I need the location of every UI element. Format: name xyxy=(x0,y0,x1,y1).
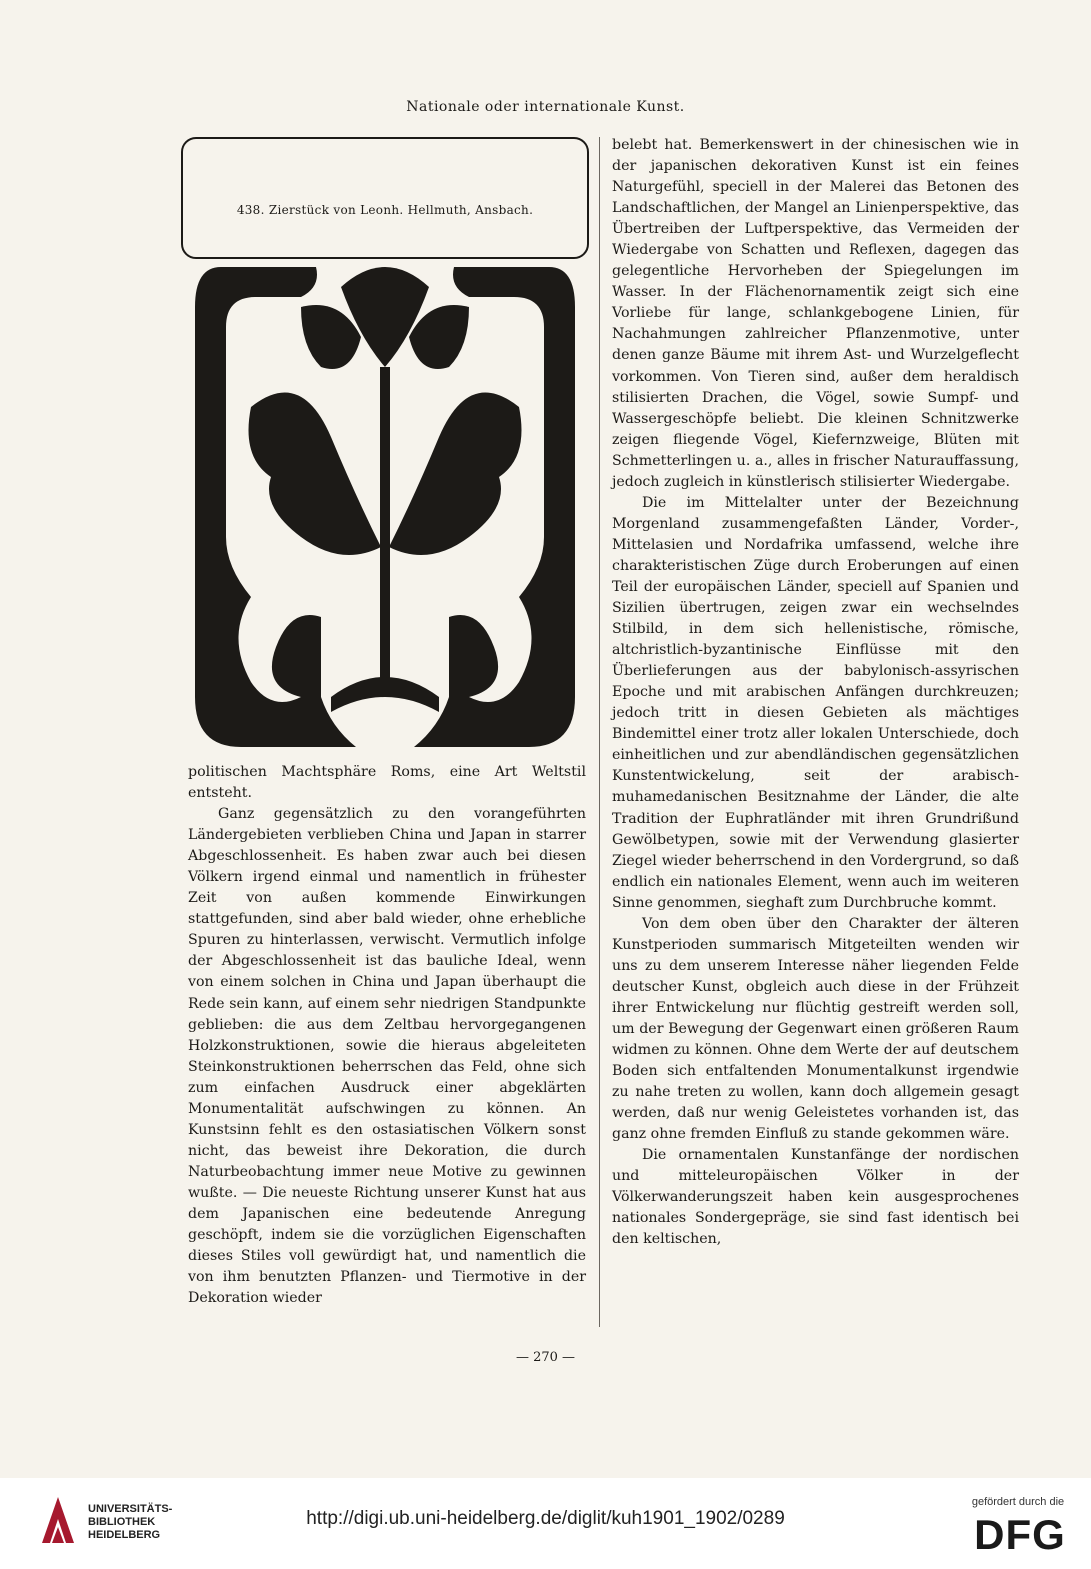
paragraph: Ganz gegensätzlich zu den vorangeführten Ländergebieten verblieben China und Japan in starrer Abgeschlossenheit. Es haben zwar auch bei diesen Völkern irgend einmal und namentlich in frühester Zeit von außen kommende Einwirkungen stattgefunden, sind aber bald wieder, ohne erhebliche Spuren zu hinterlassen, verwischt. Vermutlich infolge der Abgeschlossenheit ist das bauliche Ideal, wenn von einem solchen in China und Japan überhaupt die Rede sein kann, auf einem sehr niedrigen Standpunkte geblieben: die aus dem Zeltbau hervorgegangenen Holzkonstruktionen, sowie die hieraus abgeleiteten Steinkonstruktionen beherrschen das Feld, ohne sich zum einfachen Ausdruck einer abgeklärten Monumentalität aufschwingen zu können. An Kunstsinn fehlt es den ostasiatischen Völkern sonst nicht, das beweist ihre Dekoration, die durch Naturbeobachtung immer neue Motive zu gewinnen wußte. — Die neueste Richtung unserer Kunst hat aus dem Japanischen eine bedeutende Anregung geschöpft, indem sie die vorzüglichen Eigenschaften dieses Stiles voll gewürdigt hat, und namentlich die von ihm benutzten Pflanzen- und Tiermotive in der Dekoration wieder xyxy=(188,806,586,1307)
ornament-flower-right xyxy=(409,305,469,369)
ornament-caption-frame xyxy=(182,138,588,258)
left-column xyxy=(188,762,586,1309)
paragraph: Die ornamentalen Kunstanfänge der nordischen und mitteleuropäischen Völker in der Völkerwanderungszeit haben kein ausgesprochenes nationales Sondergepräge, sie sind fast identisch bei den keltischen, xyxy=(612,1147,1019,1248)
paragraph: politischen Machtsphäre Roms, eine Art Weltstil entsteht. xyxy=(188,764,586,802)
column-divider xyxy=(599,137,600,1327)
paragraph: Die im Mittelalter unter der Bezeichnung Morgenland zusammengefaßten Länder, Vorder-, Mittelasien und Nordafrika umfassend, welche ihre charakteristischen Züge durch Eroberungen auf einen Teil der europäischen Länder, speciell auf Spanien und Sizilien übertrugen, zeigen zwar ein wechselndes Stilbild, in dem sich hellenistische, römische, altchristlich-byzantinische Einflüsse mit den Überlieferungen aus der babylonisch-assyrischen Epoche und mit arabischen Anfängen durchkreuzen; jedoch tritt in diesen Gebieten als mächtiges Bindemittel einer trotz aller lokalen Unterschiede, doch einheitlichen und zur abendländischen gegensätzlichen Kunstentwickelung, seit der arabisch-muhamedanischen Besitznahme der Länder, die alte Tradition der Euphratländer mit ihren Grundrißund Gewölbetypen, sowie mit der Verwendung glasierter Ziegel wieder beherrschend in den Vordergrund, so daß endlich ein nationales Element, wenn auch im weiteren Sinne genommen, sieghaft zum Durchbruche kommt. xyxy=(612,494,1019,911)
art-nouveau-ornament xyxy=(181,137,589,757)
dfg-logo: DFG xyxy=(974,1511,1066,1558)
ornament-stem xyxy=(380,367,390,687)
running-head: Nationale oder internationale Kunst. xyxy=(406,99,685,115)
ornament-leaf-left xyxy=(249,392,382,555)
library-line: UNIVERSITÄTS- xyxy=(88,1503,173,1515)
funding-label: gefördert durch die xyxy=(971,1496,1065,1508)
right-column xyxy=(612,135,1019,1250)
permalink-url[interactable]: http://digi.ub.uni-heidelberg.de/diglit/kuh1901_1902/0289 xyxy=(306,1508,785,1529)
library-line: HEIDELBERG xyxy=(88,1529,161,1541)
page-number: — 270 — xyxy=(515,1350,576,1365)
figure-caption: 438. Zierstück von Leonh. Hellmuth, Ansbach. xyxy=(236,203,534,217)
ornament-base xyxy=(331,677,439,712)
paragraph: belebt hat. Bemerkenswert in der chinesischen wie in der japanischen dekorativen Kunst ist ein feines Naturgefühl, speciell in der Malerei das Betonen des Landschaftlichen, der Mangel an Linienperspektive, das Übertreiben der Luftperspektive, das Vermeiden der Wiedergabe von Schatten und Reflexen, dagegen das gelegentliche Hervorheben der Spiegelungen im Wasser. In der Flächenornamentik zeigt sich eine Vorliebe für lange, schlankgebogene Linien, für Nachahmungen zahlreicher Pflanzenmotive, unter denen ganze Bäume mit ihrem Ast- und Wurzelgeflecht vorkommen. Von Tieren sind, außer dem heraldisch stilisierten Drachen, die Vögel, sowie Sumpf- und Wassergeschöpfe beliebt. Die kleinen Schnitzwerke zeigen fliegende Vögel, Kiefernzweige, Blüten mit Schmetterlingen u. a., alles in frischer Naturauffassung, jedoch zugleich in künstlerisch stilisierter Wiedergabe. xyxy=(612,137,1019,490)
ornament-leaf-right xyxy=(389,392,522,555)
library-line: BIBLIOTHEK xyxy=(88,1516,156,1528)
paragraph: Von dem oben über den Charakter der älteren Kunstperioden summarisch Mitgeteilten wenden wir uns zu dem unserem Interesse näher liegenden Felde deutscher Kunst, obgleich auch diese in der Frühzeit ihrer Entwickelung nur flüchtig gestreift werden soll, um der Bewegung der Gegenwart einen größeren Raum widmen zu können. Ohne dem Werte der auf deutschem Boden sich entfaltenden Monumentalkunst irgendwie zu nahe treten zu wollen, kann doch allgemein gesagt werden, daß nur wenig Geleistetes vorhanden ist, das ganz ohne fremden Einfluß zu stande gekommen wäre. xyxy=(612,915,1019,1143)
ornament-flower-left xyxy=(301,305,361,369)
